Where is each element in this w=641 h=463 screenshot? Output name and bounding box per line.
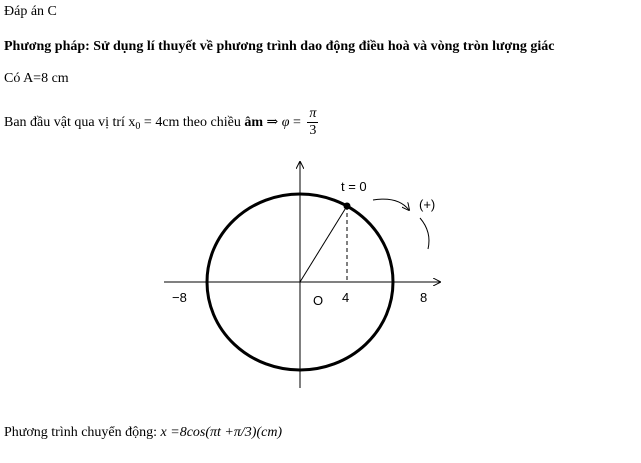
equals-sign: = [289, 114, 301, 130]
method-line: Phương pháp: Sử dụng lí thuyết về phương trình dao động điều hoà và vòng tròn lượng giác [4, 39, 555, 54]
initial-text-before: Ban đầu vật qua vị trí x [4, 114, 136, 130]
equation-line [4, 425, 282, 441]
label-8: 8 [420, 290, 428, 305]
label-neg8: −8 [172, 290, 187, 305]
initial-subscript: 0 [135, 120, 141, 132]
label-t0: t = 0 [341, 179, 367, 194]
equation-formula: x =8cos(πt +π/3)(cm) [160, 425, 283, 440]
initial-bold-word: âm [244, 114, 264, 130]
direction-arc-tail-icon [420, 218, 429, 249]
equation-prefix: Phương trình chuyển động: [4, 425, 161, 440]
direction-arc-icon [373, 199, 409, 210]
fraction-numerator: π [309, 106, 317, 121]
initial-text-middle: = 4cm theo chiều [140, 114, 245, 130]
initial-point [344, 203, 351, 210]
amplitude-line: Có A=8 cm [4, 71, 69, 86]
phi-symbol: φ [281, 114, 290, 130]
fraction-denominator: 3 [309, 123, 317, 138]
answer-line: Đáp án C [4, 4, 57, 19]
label-origin: O [313, 293, 324, 308]
label-4: 4 [342, 290, 350, 305]
implies-arrow: ⇒ [263, 114, 282, 130]
label-plus: (+) [419, 197, 436, 212]
radius-line [300, 206, 347, 282]
